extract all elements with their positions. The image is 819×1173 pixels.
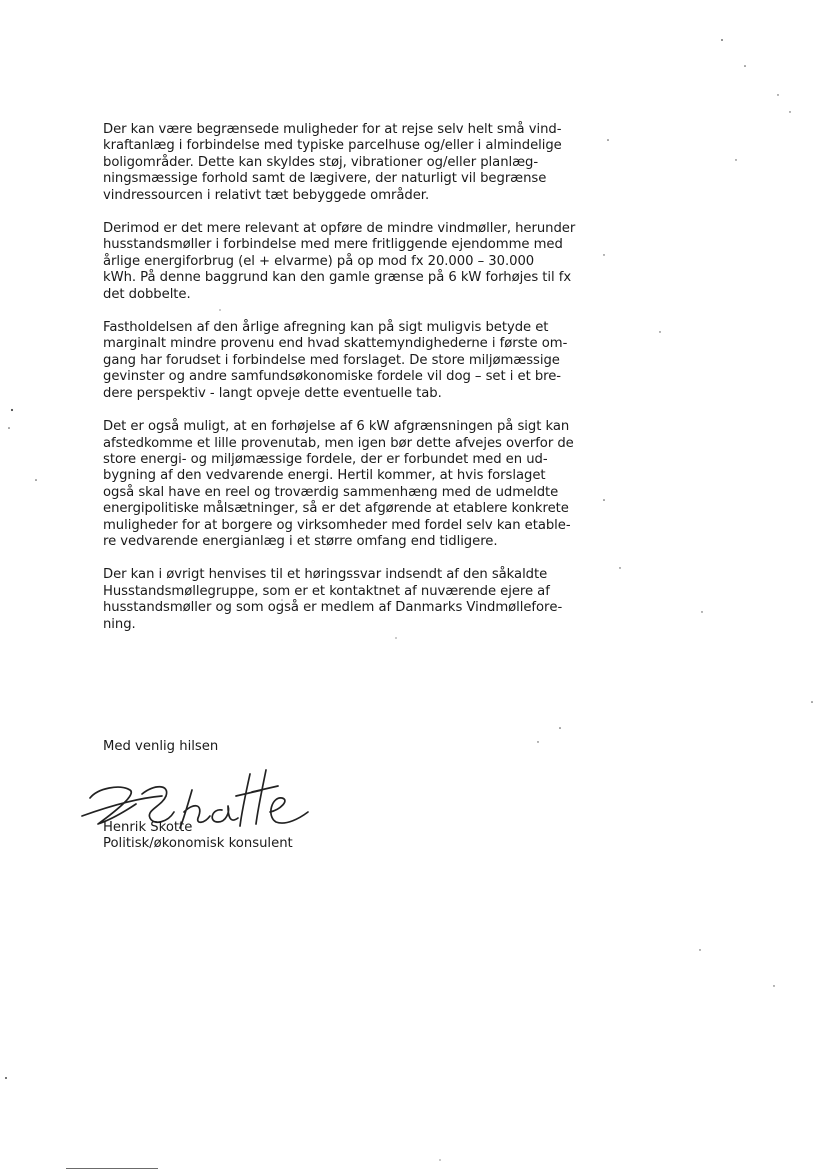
text-line: Derimod er det mere relevant at opføre de mindre vindmøller, herunder <box>103 221 576 237</box>
text-line: muligheder for at borgere og virksomheder med fordel selv kan etable- <box>103 517 571 533</box>
text-line: husstandsmøller i forbindelse med mere fritliggende ejendomme med <box>103 237 563 253</box>
text-line: Det er også muligt, at en forhøjelse af 6 kW afgrænsningen på sigt kan <box>103 419 570 435</box>
paragraph-1 <box>103 122 593 204</box>
text-line: gang har forudset i forbindelse med forslaget. De store miljømæssige <box>103 352 560 368</box>
text-line: Fastholdelsen af den årlige afregning kan på sigt muligvis betyde et <box>103 320 549 336</box>
footer-rule <box>66 1168 158 1169</box>
text-line: Der kan i øvrigt henvises til et høringssvar indsendt af den såkaldte <box>103 567 548 583</box>
text-line: kraftanlæg i forbindelse med typiske parcelhuse og/eller i almindelige <box>103 138 562 154</box>
text-line: det dobbelte. <box>103 286 191 302</box>
paragraph-4 <box>103 419 593 550</box>
text-line: Der kan være begrænsede muligheder for at rejse selv helt små vind- <box>103 122 562 137</box>
text-line: husstandsmøller og som også er medlem af Danmarks Vindmølleforе- <box>103 600 563 616</box>
paragraph-5 <box>103 567 593 633</box>
text-line: kWh. På denne baggrund kan den gamle grænse på 6 kW forhøjes til fx <box>103 270 572 286</box>
signer-title: Politisk/økonomisk konsulent <box>103 836 293 852</box>
text-line: boligområder. Dette kan skyldes støj, vibrationer og/eller planlæg- <box>103 154 539 170</box>
text-line: vindressourcen i relativt tæt bebyggede områder. <box>103 187 430 203</box>
letter-body <box>103 122 593 650</box>
text-line: gevinster og andre samfundsøkonomiske fordele vil dog – set i et bre- <box>103 369 562 385</box>
text-line: Husstandsmøllegruppe, som er et kontaktnet af nuværende ejere af <box>103 583 550 599</box>
text-line: store energi- og miljømæssige fordele, der er forbundet med en ud- <box>103 451 548 467</box>
text-line: dere perspektiv - langt opveje dette eventuelle tab. <box>103 385 442 401</box>
text-line: årlige energiforbrug (el + elvarme) på op mod fx 20.000 – 30.000 <box>103 253 535 269</box>
text-line: bygning af den vedvarende energi. Hertil kommer, at hvis forslaget <box>103 468 546 484</box>
text-line: re vedvarende energianlæg i et større omfang end tidligere. <box>103 533 498 549</box>
text-line: afstedkomme et lille provenutab, men igen bør dette afvejes overfor de <box>103 435 574 451</box>
signer-block <box>103 820 293 853</box>
text-line: ning. <box>103 616 136 632</box>
paragraph-2 <box>103 221 593 303</box>
closing-salutation: Med venlig hilsen <box>103 739 219 754</box>
text-line: også skal have en reel og troværdig sammenhæng med de udmeldte <box>103 484 559 500</box>
text-line: energipolitiske målsætninger, så er det afgørende at etablere konkrete <box>103 501 569 517</box>
text-line: marginalt mindre provenu end hvad skattemyndighederne i første om- <box>103 336 568 352</box>
text-line: ningsmæssige forhold samt de lægivere, der naturligt vil begrænse <box>103 171 547 187</box>
signer-name: Henrik Skotte <box>103 820 193 835</box>
paragraph-3 <box>103 320 593 402</box>
